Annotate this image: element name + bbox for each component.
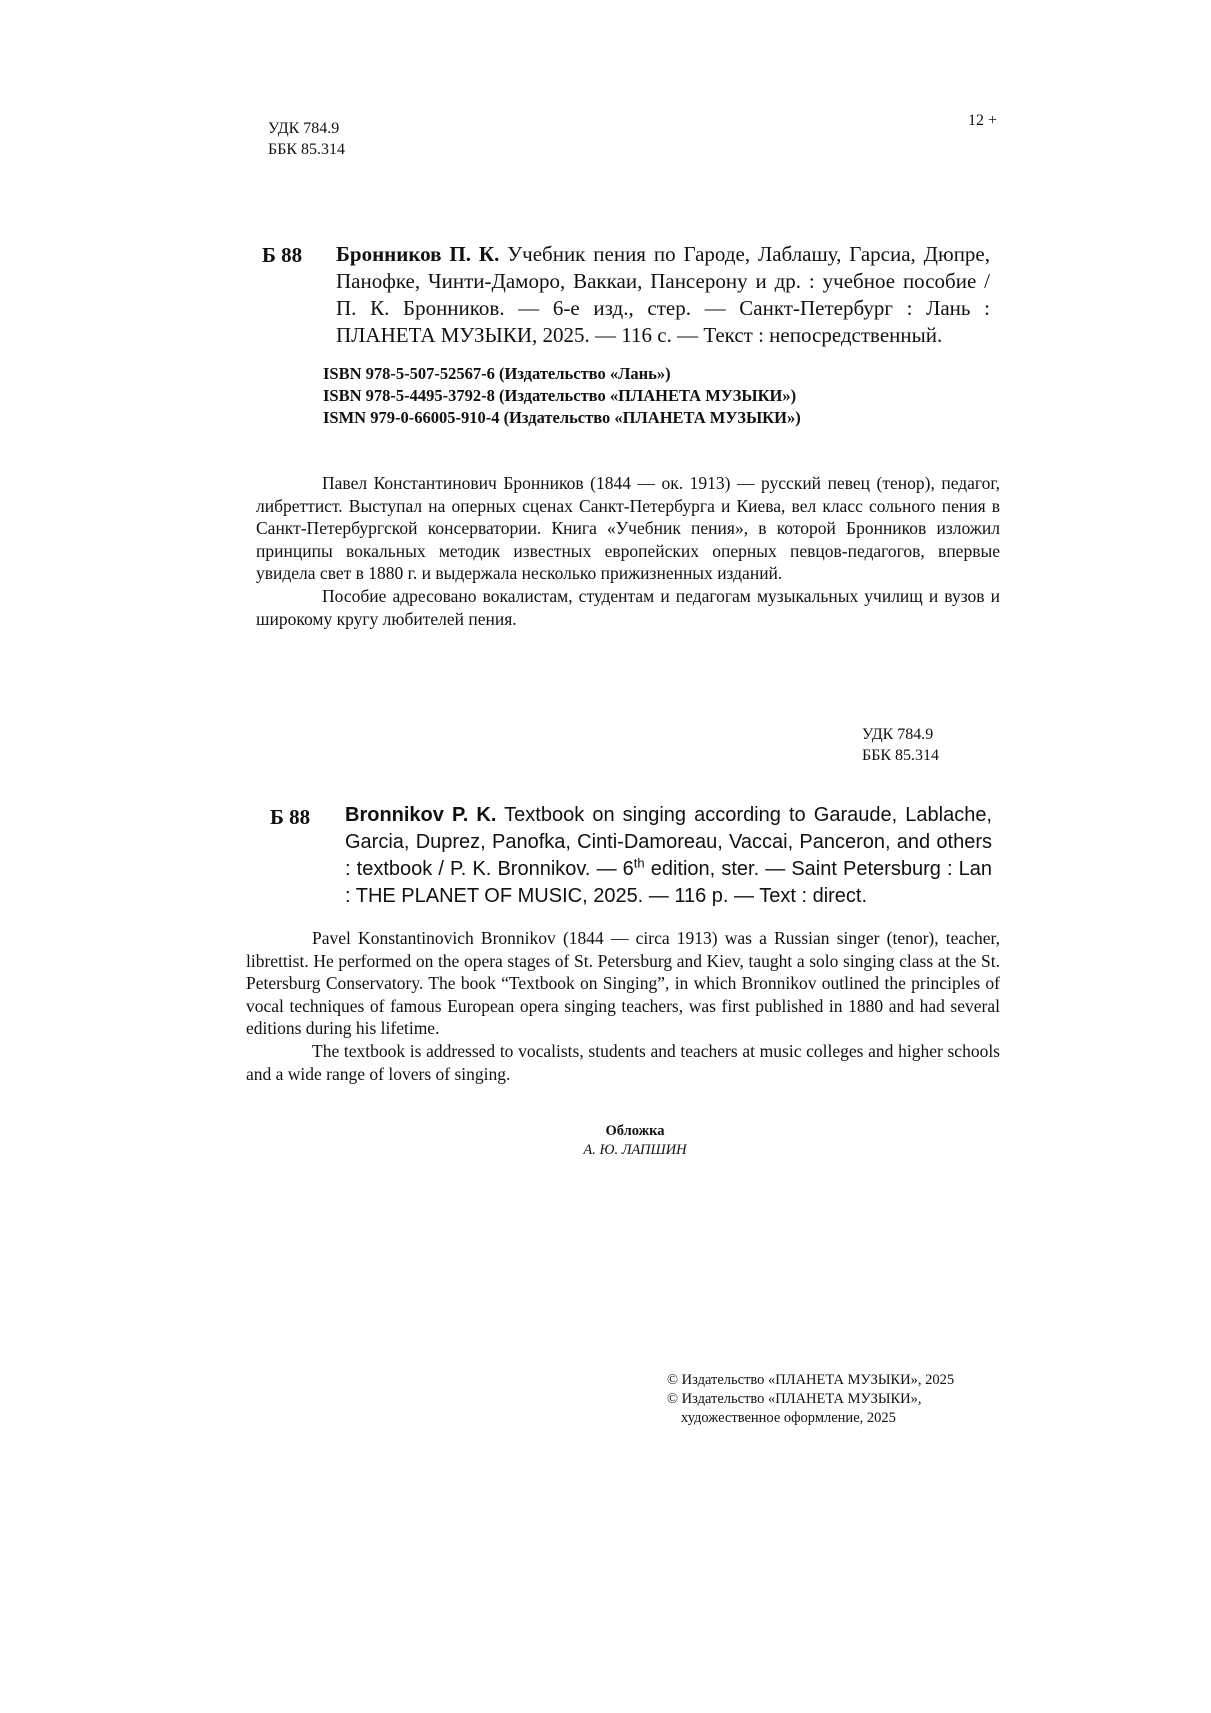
cover-credit (500, 1122, 770, 1160)
bbk-code: ББК 85.314 (268, 141, 346, 158)
ismn-planet: ISMN 979-0-66005-910-4 (Издательство «ПЛАНЕТА МУЗЫКИ») (323, 408, 801, 427)
en-annotation-p1: Pavel Konstantinovich Bronnikov (1844 — circa 1913) was a Russian singer (tenor), teacher, librettist. He performed on the opera stages of St. Petersburg and Kiev, taught a solo singing class at the St. Petersburg Conservatory. The book “Textbook on Singing”, in which Bronnikov outlined the principles of vocal techniques of famous European opera singing teachers, was first published in 1880 and had several editions during his lifetime. (246, 928, 1000, 1039)
en-description-part2: edition, ster. — Saint Petersburg : Lan : THE PLANET OF MUSIC, 2025. — 116 p. — Text : direct. (345, 858, 992, 907)
en-description-part1: Textbook on singing according to Garaude, Lablache, Garcia, Duprez, Panofka, Cinti-Damoreau, Vaccai, Panceron, and others : textbook / P. K. Bronnikov. — 6 (345, 804, 992, 880)
en-udk-code: УДК 784.9 (862, 726, 934, 743)
en-bbk-code: ББК 85.314 (862, 747, 940, 764)
copyright-line-1: © Издательство «ПЛАНЕТА МУЗЫКИ», 2025 (667, 1372, 955, 1388)
en-description (345, 802, 992, 910)
udk-code: УДК 784.9 (268, 120, 340, 137)
edition-superscript: th (633, 855, 645, 871)
copyright-line-2: © Издательство «ПЛАНЕТА МУЗЫКИ», (667, 1391, 922, 1407)
isbn-lan: ISBN 978-5-507-52567-6 (Издательство «Лань») (323, 364, 671, 383)
ru-annotation-p1: Павел Константинович Бронников (1844 — ок. 1913) — русский певец (тенор), педагог, либреттист. Выступал на оперных сценах Санкт-Петербурга и Киева, вел класс сольного пения в Санкт-Петербургской консерватории. Книга «Учебник пения», в которой Бронников изложил принципы вокальных методик известных европейских оперных певцов-педагогов, впервые увидела свет в 1880 г. и выдержала несколько прижизненных изданий. (256, 473, 1000, 584)
en-annotation (246, 927, 1000, 1085)
copyright-block (667, 1371, 954, 1428)
top-codes (268, 118, 345, 160)
cover-artist: А. Ю. ЛАПШИН (583, 1142, 687, 1158)
isbn-planet: ISBN 978-5-4495-3792-8 (Издательство «ПЛАНЕТА МУЗЫКИ») (323, 386, 797, 405)
ru-description (336, 241, 990, 349)
en-author: Bronnikov P. K. (345, 804, 497, 826)
cover-label: Обложка (605, 1123, 665, 1139)
age-rating: 12 + (968, 112, 998, 129)
en-index: Б 88 (270, 805, 311, 829)
ru-description-text: Учебник пения по Гароде, Лаблашу, Гарсиа, Дюпре, Панофке, Чинти-Дамоpо, Ваккаи, Пансерону и др. : учебное пособие / П. К. Бронников. — 6-е изд., стер. — Санкт-Петербург : Лань : ПЛАНЕТА МУЗЫКИ, 2025. — 116 с. — Текст : непосредственный. (336, 242, 991, 347)
ru-annotation (256, 472, 1000, 630)
ru-isbn-list (323, 363, 801, 429)
ru-author: Бронников П. К. (336, 242, 500, 266)
copyright-line-3: художественное оформление, 2025 (681, 1410, 896, 1426)
ru-annotation-p2: Пособие адресовано вокалистам, студентам и педагогам музыкальных училищ и вузов и широкому кругу любителей пения. (256, 585, 1000, 629)
en-codes (862, 724, 939, 766)
en-annotation-p2: The textbook is addressed to vocalists, students and teachers at music colleges and higher schools and a wide range of lovers of singing. (246, 1040, 1000, 1084)
ru-index: Б 88 (262, 243, 303, 267)
